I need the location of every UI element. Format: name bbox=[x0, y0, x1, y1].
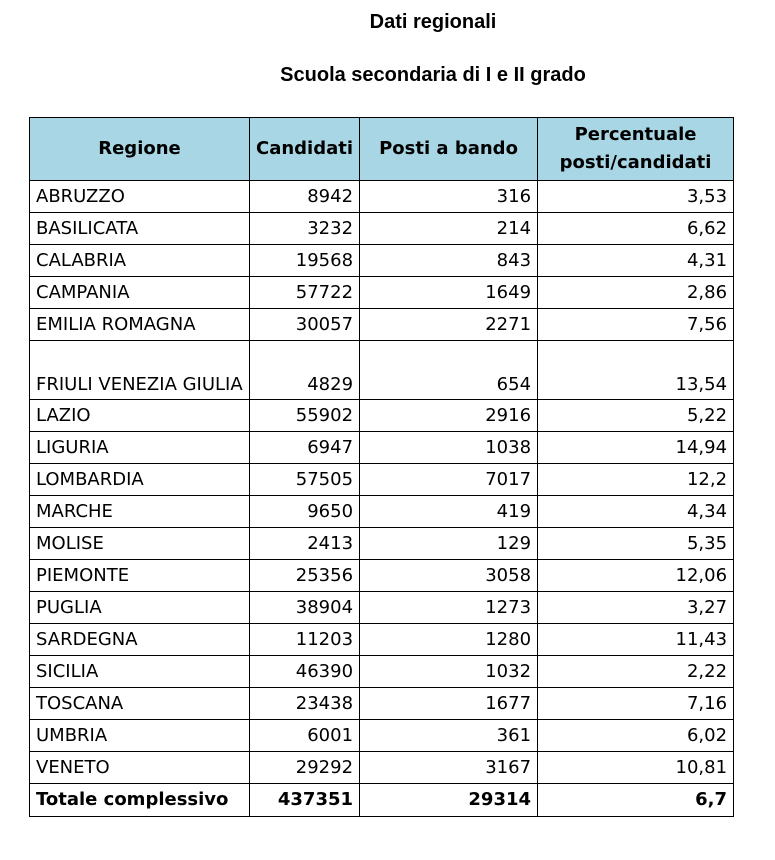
cell-percentuale: 2,86 bbox=[538, 277, 734, 309]
table-row bbox=[30, 245, 734, 277]
cell-percentuale: 6,62 bbox=[538, 213, 734, 245]
cell-posti: 2271 bbox=[360, 309, 538, 341]
table-footer bbox=[30, 784, 734, 817]
table-row bbox=[30, 560, 734, 592]
cell-posti: 843 bbox=[360, 245, 538, 277]
cell-percentuale: 12,2 bbox=[538, 464, 734, 496]
table-row bbox=[30, 464, 734, 496]
table-row bbox=[30, 181, 734, 213]
cell-candidati: 46390 bbox=[250, 656, 360, 688]
cell-percentuale: 2,22 bbox=[538, 656, 734, 688]
cell-regione: EMILIA ROMAGNA bbox=[30, 309, 250, 341]
cell-percentuale: 12,06 bbox=[538, 560, 734, 592]
total-row bbox=[30, 784, 734, 817]
cell-posti: 1280 bbox=[360, 624, 538, 656]
cell-posti: 419 bbox=[360, 496, 538, 528]
table-row bbox=[30, 688, 734, 720]
column-header-regione: Regione bbox=[30, 118, 250, 181]
cell-candidati: 11203 bbox=[250, 624, 360, 656]
cell-posti: 1649 bbox=[360, 277, 538, 309]
cell-percentuale: 7,16 bbox=[538, 688, 734, 720]
cell-posti: 214 bbox=[360, 213, 538, 245]
cell-candidati: 25356 bbox=[250, 560, 360, 592]
table-row bbox=[30, 341, 734, 400]
cell-regione: TOSCANA bbox=[30, 688, 250, 720]
cell-candidati: 8942 bbox=[250, 181, 360, 213]
cell-posti: 3167 bbox=[360, 752, 538, 784]
cell-candidati: 2413 bbox=[250, 528, 360, 560]
cell-percentuale: 10,81 bbox=[538, 752, 734, 784]
table-row bbox=[30, 592, 734, 624]
column-header-candidati: Candidati bbox=[250, 118, 360, 181]
cell-regione: PUGLIA bbox=[30, 592, 250, 624]
cell-regione: CALABRIA bbox=[30, 245, 250, 277]
cell-regione: CAMPANIA bbox=[30, 277, 250, 309]
cell-candidati: 57505 bbox=[250, 464, 360, 496]
table-row bbox=[30, 309, 734, 341]
table-row bbox=[30, 400, 734, 432]
cell-percentuale: 13,54 bbox=[538, 341, 734, 400]
cell-candidati: 19568 bbox=[250, 245, 360, 277]
cell-percentuale: 7,56 bbox=[538, 309, 734, 341]
cell-regione: ABRUZZO bbox=[30, 181, 250, 213]
cell-percentuale: 4,31 bbox=[538, 245, 734, 277]
cell-posti: 1032 bbox=[360, 656, 538, 688]
cell-percentuale: 14,94 bbox=[538, 432, 734, 464]
cell-regione: UMBRIA bbox=[30, 720, 250, 752]
total-label: Totale complessivo bbox=[30, 784, 250, 817]
total-posti: 29314 bbox=[360, 784, 538, 817]
cell-regione: SICILIA bbox=[30, 656, 250, 688]
cell-regione: MOLISE bbox=[30, 528, 250, 560]
table-row bbox=[30, 624, 734, 656]
page-title: Dati regionali bbox=[369, 11, 497, 33]
table-row bbox=[30, 656, 734, 688]
cell-regione: LAZIO bbox=[30, 400, 250, 432]
cell-posti: 1273 bbox=[360, 592, 538, 624]
column-header-posti: Posti a bando bbox=[360, 118, 538, 181]
regional-data-table bbox=[29, 117, 734, 817]
cell-candidati: 57722 bbox=[250, 277, 360, 309]
cell-candidati: 55902 bbox=[250, 400, 360, 432]
cell-percentuale: 5,35 bbox=[538, 528, 734, 560]
cell-percentuale: 3,53 bbox=[538, 181, 734, 213]
cell-candidati: 3232 bbox=[250, 213, 360, 245]
cell-posti: 129 bbox=[360, 528, 538, 560]
column-header-percentuale: Percentuale posti/candidati bbox=[538, 118, 734, 181]
cell-regione: BASILICATA bbox=[30, 213, 250, 245]
cell-regione: SARDEGNA bbox=[30, 624, 250, 656]
cell-candidati: 6947 bbox=[250, 432, 360, 464]
table-row bbox=[30, 720, 734, 752]
header-row bbox=[30, 118, 734, 181]
total-percentuale: 6,7 bbox=[538, 784, 734, 817]
cell-percentuale: 3,27 bbox=[538, 592, 734, 624]
page-subtitle: Scuola secondaria di I e II grado bbox=[280, 64, 586, 86]
table-body bbox=[30, 181, 734, 784]
cell-regione: FRIULI VENEZIA GIULIA bbox=[30, 341, 250, 400]
cell-posti: 1677 bbox=[360, 688, 538, 720]
cell-candidati: 9650 bbox=[250, 496, 360, 528]
table-row bbox=[30, 752, 734, 784]
cell-regione: PIEMONTE bbox=[30, 560, 250, 592]
table-row bbox=[30, 528, 734, 560]
cell-candidati: 6001 bbox=[250, 720, 360, 752]
cell-regione: VENETO bbox=[30, 752, 250, 784]
cell-percentuale: 5,22 bbox=[538, 400, 734, 432]
cell-posti: 7017 bbox=[360, 464, 538, 496]
table-row bbox=[30, 277, 734, 309]
cell-posti: 2916 bbox=[360, 400, 538, 432]
cell-regione: MARCHE bbox=[30, 496, 250, 528]
cell-candidati: 23438 bbox=[250, 688, 360, 720]
table-row bbox=[30, 496, 734, 528]
cell-candidati: 38904 bbox=[250, 592, 360, 624]
cell-candidati: 30057 bbox=[250, 309, 360, 341]
cell-posti: 654 bbox=[360, 341, 538, 400]
cell-candidati: 29292 bbox=[250, 752, 360, 784]
cell-posti: 316 bbox=[360, 181, 538, 213]
cell-percentuale: 11,43 bbox=[538, 624, 734, 656]
table-row bbox=[30, 432, 734, 464]
table-row bbox=[30, 213, 734, 245]
cell-regione: LOMBARDIA bbox=[30, 464, 250, 496]
total-candidati: 437351 bbox=[250, 784, 360, 817]
cell-posti: 1038 bbox=[360, 432, 538, 464]
cell-percentuale: 4,34 bbox=[538, 496, 734, 528]
cell-regione: LIGURIA bbox=[30, 432, 250, 464]
cell-percentuale: 6,02 bbox=[538, 720, 734, 752]
table-header bbox=[30, 118, 734, 181]
cell-candidati: 4829 bbox=[250, 341, 360, 400]
cell-posti: 3058 bbox=[360, 560, 538, 592]
cell-posti: 361 bbox=[360, 720, 538, 752]
